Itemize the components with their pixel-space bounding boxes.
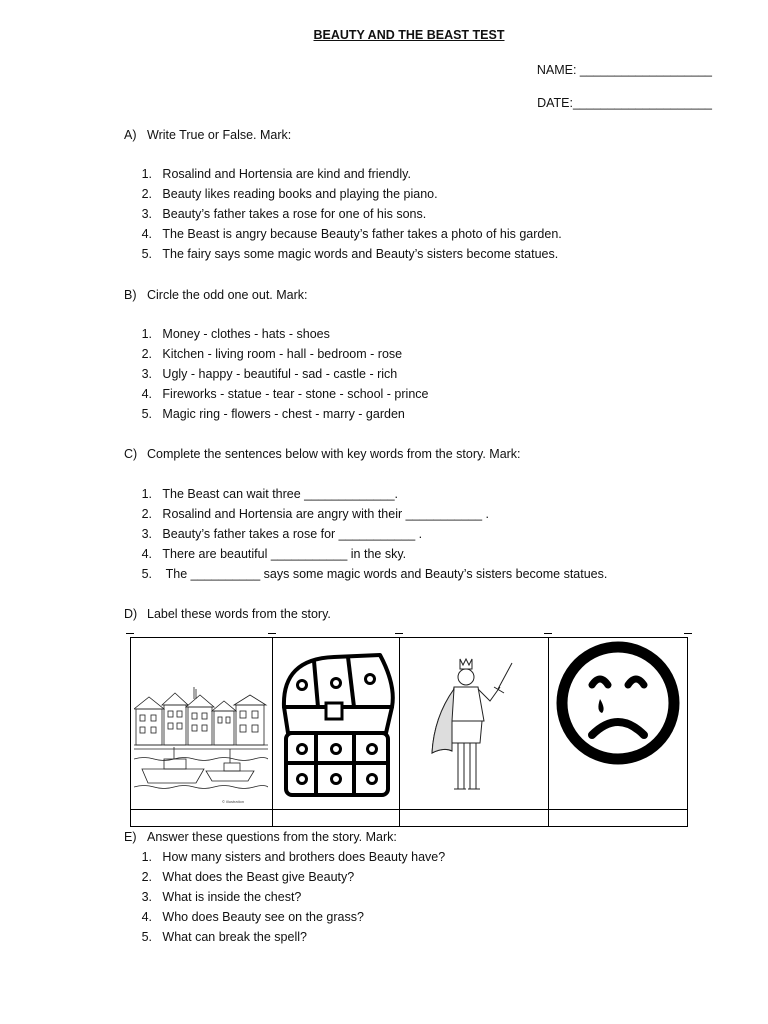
section-d-heading: D) Label these words from the story.: [124, 607, 331, 621]
section-b-heading: B) Circle the odd one out. Mark:: [124, 288, 308, 302]
grid-divider: [399, 637, 400, 827]
worksheet-title: BEAUTY AND THE BEAST TEST: [313, 28, 505, 42]
date-field: DATE:____________________: [537, 96, 712, 110]
section-e-list: [124, 847, 445, 947]
list-item: 4. Who does Beauty see on the grass?: [141, 910, 364, 924]
section-e-heading: E) Answer these questions from the story. Mark:: [124, 830, 397, 844]
list-item: 3. Ugly - happy - beautiful - sad - castle - rich: [141, 367, 398, 381]
list-item: 3. Beauty’s father takes a rose for ___________ .: [141, 527, 423, 541]
section-b-list: [124, 324, 428, 424]
harbour-town-picture: [134, 687, 268, 809]
section-a-list: [124, 164, 562, 264]
list-item: 2. What does the Beast give Beauty?: [141, 870, 355, 884]
list-item: 2. Rosalind and Hortensia are angry with their ___________ .: [141, 507, 490, 521]
list-item: 3. What is inside the chest?: [141, 890, 302, 904]
svg-text:© illustration: © illustration: [222, 799, 245, 804]
list-item: 4. Fireworks - statue - tear - stone - school - prince: [141, 387, 429, 401]
list-item: 1. Rosalind and Hortensia are kind and friendly.: [141, 167, 411, 181]
list-item: 4. There are beautiful ___________ in the sky.: [141, 547, 407, 561]
list-item: 1. How many sisters and brothers does Beauty have?: [141, 850, 446, 864]
list-item: 5. Magic ring - flowers - chest - marry - garden: [141, 407, 405, 421]
list-item: 2. Beauty likes reading books and playing the piano.: [141, 187, 438, 201]
sad-face-picture: [554, 639, 682, 767]
list-item: 5. What can break the spell?: [141, 930, 307, 944]
list-item: 2. Kitchen - living room - hall - bedroom - rose: [141, 347, 403, 361]
list-item: 3. Beauty’s father takes a rose for one of his sons.: [141, 207, 427, 221]
name-field: NAME: ___________________: [536, 63, 712, 77]
list-item: 5. The fairy says some magic words and Beauty’s sisters become statues.: [141, 247, 559, 261]
section-c-heading: C) Complete the sentences below with key words from the story. Mark:: [124, 447, 521, 461]
list-item: 1. The Beast can wait three _____________.: [141, 487, 399, 501]
grid-divider: [548, 637, 549, 827]
treasure-chest-picture: [274, 645, 398, 805]
prince-picture: [428, 657, 524, 797]
section-a-heading: A) Write True or False. Mark:: [124, 128, 292, 142]
section-c-list: [124, 484, 607, 584]
grid-divider: [272, 637, 273, 827]
list-item: 4. The Beast is angry because Beauty’s father takes a photo of his garden.: [141, 227, 562, 241]
list-item: 1. Money - clothes - hats - shoes: [141, 327, 330, 341]
list-item: 5. The __________ says some magic words and Beauty’s sisters become statues.: [141, 567, 608, 581]
picture-label-grid: [130, 637, 688, 827]
label-row-line: [130, 809, 688, 810]
